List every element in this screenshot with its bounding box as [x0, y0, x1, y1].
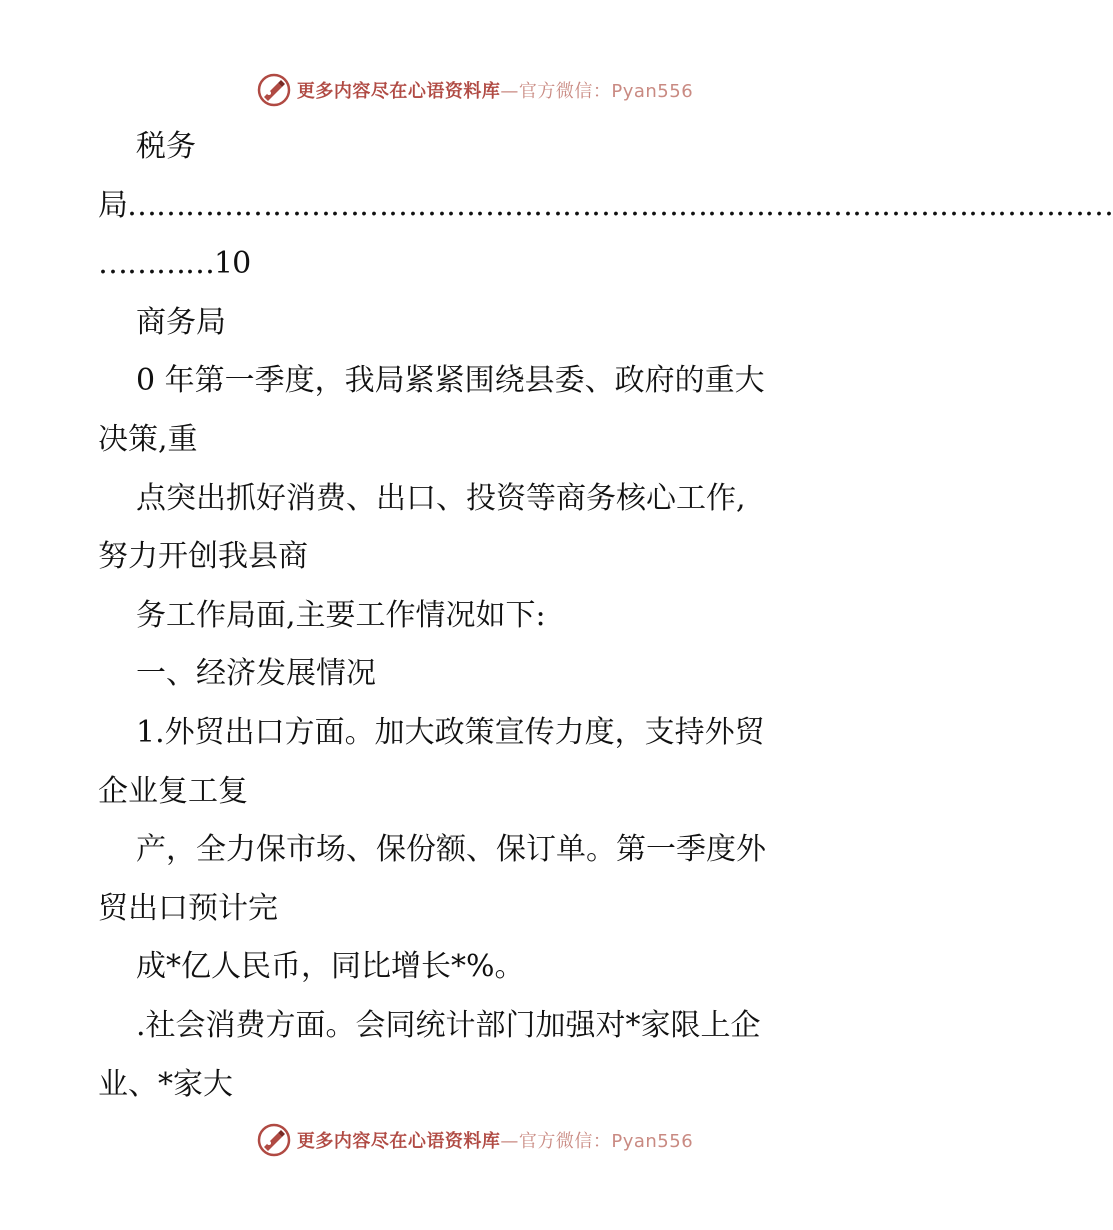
text-line: 1.外贸出口方面。加大政策宣传力度，支持外贸: [136, 714, 765, 750]
watermark-separator: —: [500, 1131, 519, 1152]
toc-line: 局…………………………………………………………………………………………: [98, 187, 1113, 223]
text-line: 点突出抓好消费、出口、投资等商务核心工作,: [136, 480, 746, 516]
watermark-brand: [257, 73, 693, 107]
header-watermark: [0, 68, 950, 112]
toc-line-page: …………10: [98, 246, 251, 282]
text-line: 产，全力保市场、保份额、保订单。第一季度外: [136, 832, 766, 868]
text-line: 税务: [136, 129, 196, 164]
text-line: 业、*家大: [98, 1066, 233, 1102]
footer-watermark: [0, 1118, 950, 1162]
watermark-brand-text: 更多内容尽在心语资料库: [296, 81, 501, 102]
watermark-separator: —: [500, 81, 519, 102]
watermark-brand: [257, 1123, 693, 1157]
document-body: [98, 118, 1113, 1114]
watermark-brand-text: 更多内容尽在心语资料库: [296, 1131, 501, 1152]
text-line: 成*亿人民币，同比增长*%。: [136, 949, 525, 985]
section-title: 商务局: [136, 304, 226, 340]
watermark-contact: 官方微信：Pyan556: [518, 81, 694, 102]
text-line: .社会消费方面。会同统计部门加强对*家限上企: [136, 1007, 761, 1043]
pen-logo-icon: [257, 73, 291, 107]
text-line: 务工作局面,主要工作情况如下:: [136, 597, 546, 633]
text-line: 努力开创我县商: [98, 539, 308, 575]
heading-line: 一、经济发展情况: [136, 656, 376, 692]
text-line: 决策,重: [98, 421, 198, 457]
text-line: 0 年第一季度，我局紧紧围绕县委、政府的重大: [136, 363, 765, 399]
text-line: 贸出口预计完: [98, 890, 278, 926]
watermark-contact: 官方微信：Pyan556: [518, 1131, 694, 1152]
pen-logo-icon: [257, 1123, 291, 1157]
text-line: 企业复工复: [98, 773, 248, 809]
